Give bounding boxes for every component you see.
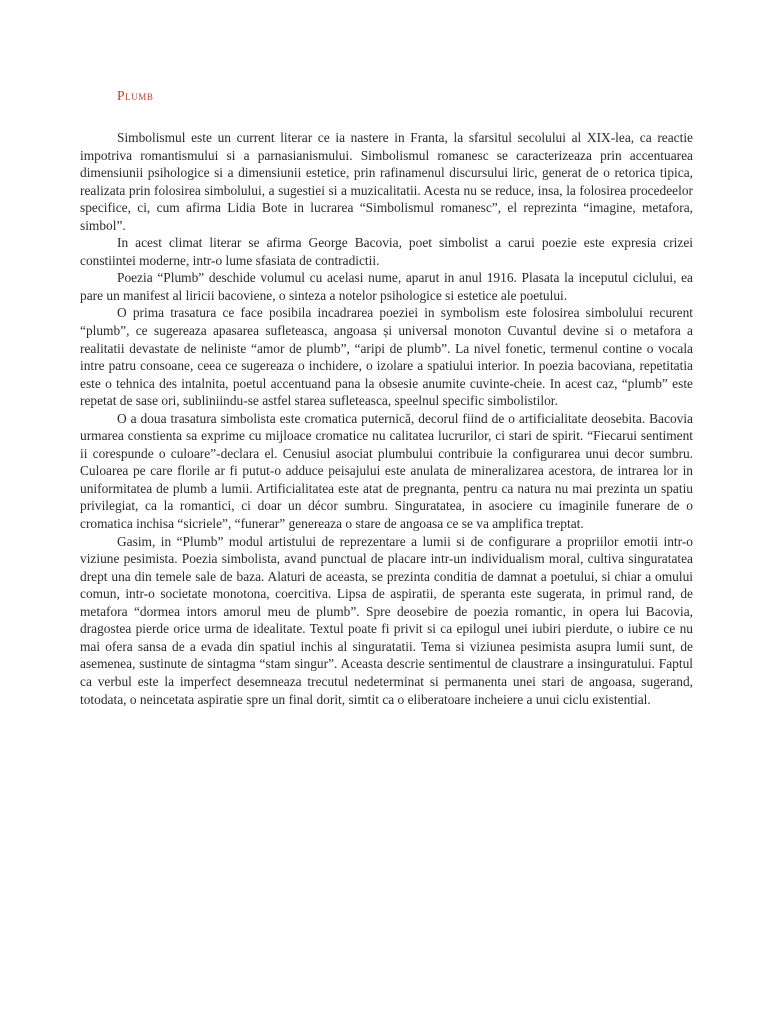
paragraph-bacovia-context: In acest climat literar se afirma George Bacovia, poet simbolist a carui poezie este expresia crizei constiintei moderne, intr-o lume sfasiata de contradictii. — [80, 235, 693, 268]
document-title: Plumb — [117, 88, 154, 103]
paragraph-first-trait: O prima trasatura ce face posibila incadrarea poeziei in symbolism este folosirea simbolului recurent “plumb”, ce sugereaza apasarea sufleteasca, angoasa și universal monoton Cuvantul devine si o metafora a realitatii devastate de neliniste “amor de plumb”, “aripi de plumb”. La nivel fonetic, termenul contine o vocala intre patru consoane, ceea ce sugereaza o inchidere, o izolare a spatiului interior. In poezia bacoviana, repetitatia este o tehnica des intalnita, poetul accentuand pana la obsesie anumite cuvinte-cheie. In acest caz, “plumb” este repetat de sase ori, subliniindu-se astfel starea sufleteasca, speelnul specific simbolistilor. — [80, 305, 693, 409]
paragraph-intro-simbolism: Simbolismul este un current literar ce ia nastere in Franta, la sfarsitul secolului al XIX-lea, ca reactie impotriva romantismului si a parnasianismului. Simbolismul romanesc se caracterizeaza prin accentuarea dimensiunii psihologice si a dimensiunii estetice, prin rafinamenul discursului liric, generat de o retorica tipica, realizata prin folosirea simbolului, a sugestiei si a muzicalitatii. Acesta nu se reduce, insa, la folosirea procedeelor specifice, ci, cum afirma Lidia Bote in lucrarea “Simbolismul romanesc”, el reprezinta “imagine, metafora, simbol”. — [80, 130, 693, 233]
paragraph-second-trait: O a doua trasatura simbolista este cromatica puternică, decorul fiind de o artificialitate deosebita. Bacovia urmarea constienta sa exprime cu mijloace cromatice nu calitatea lucrurilor, ci stari de spirit. “Fiecarui sentiment ii corespunde o culoare”-declara el. Cenusiul asociat plumbului contribuie la configurarea unui decor sumbru. Culoarea pe care florile ar fi putut-o adduce peisajului este anulata de mineralizarea acestora, de intrarea lor in uniformitatea de plumb a lumii. Artificialitatea este atat de pregnanta, pentru ca natura nu mai prezinta un spatiu privilegiat, ca la romantici, ci doar un décor sumbru. Singuratatea, in asociere cu imaginile funerare de o cromatica inchisa “sicriele”, “funerar” genereaza o stare de angoasa ce se va amplifica treptat. — [80, 410, 693, 532]
paragraph-pessimistic-vision: Gasim, in “Plumb” modul artistului de reprezentare a lumii si de configurare a propriilor emotii intr-o viziune pesimista. Poezia simbolista, avand punctual de placare intr-un individualism moral, cultiva singuratatea drept una din temele sale de baza. Alaturi de aceasta, se prezinta conditia de damnat a poetului, si chiar a omului comun, intr-o societate monotona, coercitiva. Lipsa de aspiratii, de speranta este sugerata, in primul rand, de metafora “dormea intors amorul meu de plumb”. Spre deosebire de poezia romantic, in opera lui Bacovia, dragostea pierde orice urma de idealitate. Textul poate fi privit si ca epilogul unei iubiri pierdute, o iubire ce nu mai ofera sansa de a evada din spatiul inchis al singuratatii. Tema si viziunea pesimista asupra lumii sunt, de asemenea, sustinute de sintagma “stam singur”. Aceasta descrie sentimentul de claustrare a insinguratului. Faptul ca verbul este la imperfect desemneaza trecutul nedeterminat si permanenta unei stari de angoasa, sugerand, totodata, o neincetata aspiratie spre un final dorit, simtit ca o eliberatoare incheiere a unui ciclu existential. — [80, 533, 693, 707]
paragraph-poem-placement: Poezia “Plumb” deschide volumul cu acelasi nume, aparut in anul 1916. Plasata la inceputul ciclului, ea pare un manifest al liricii bacoviene, o sinteza a notelor psihologice si estetice ale poetului. — [80, 270, 693, 303]
title-spacer — [80, 106, 693, 129]
document-page — [80, 86, 693, 708]
